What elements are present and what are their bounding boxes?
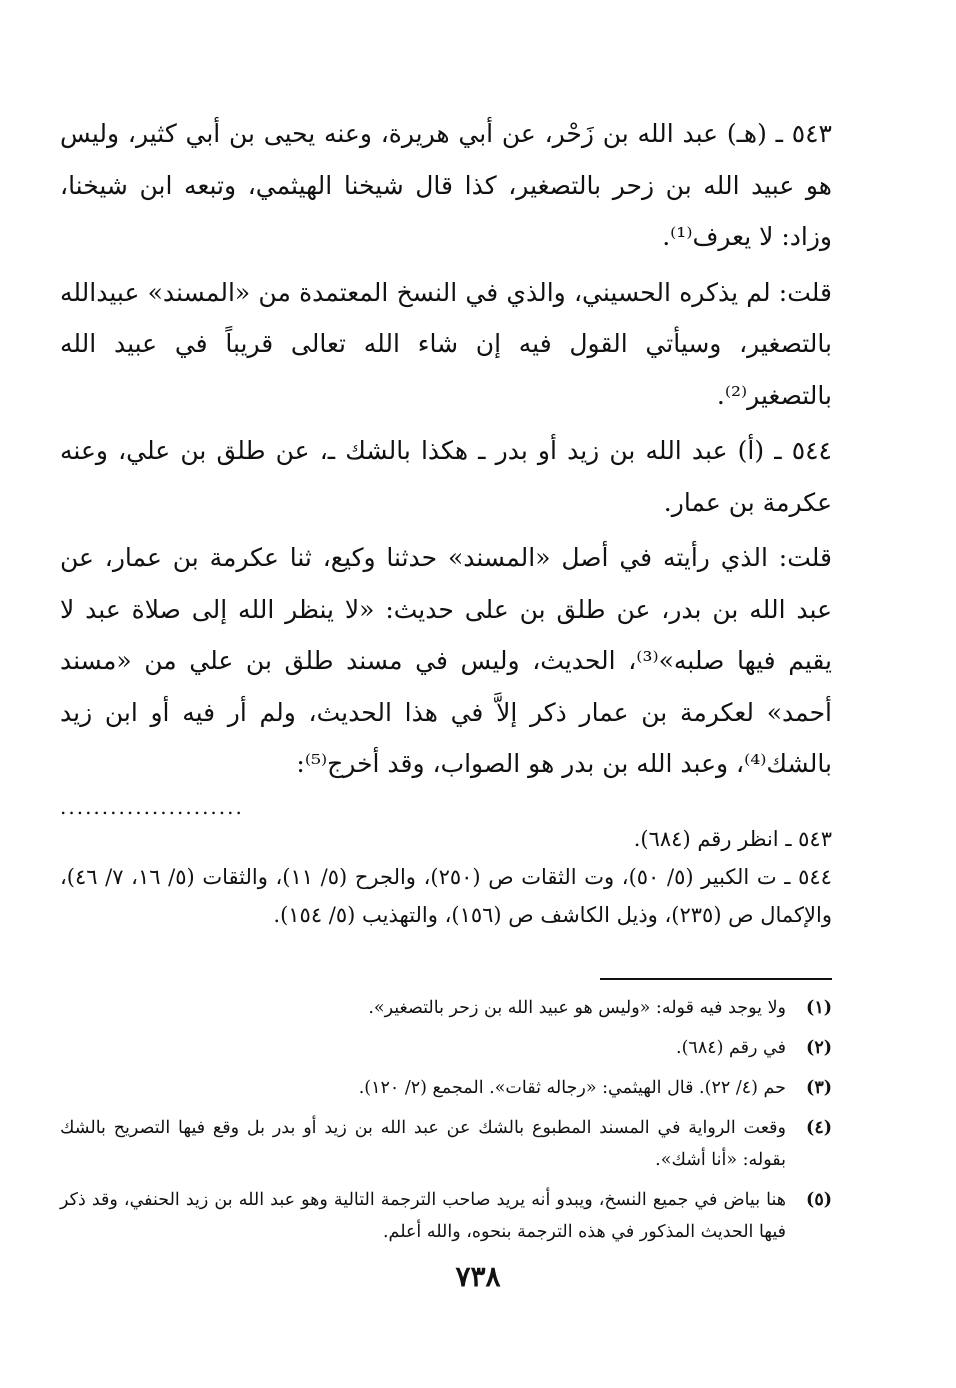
entry-544: ٥٤٤ ـ (أ) عبد الله بن زيد أو بدر ـ هكذا بالشك ـ، عن طلق بن علي، وعنه عكرمة بن عمار. xyxy=(60,436,832,517)
footnote-4 xyxy=(60,1112,832,1176)
footnote-divider xyxy=(600,978,832,980)
footnote-number: (٣) xyxy=(806,1077,832,1098)
footnote-3 xyxy=(60,1072,832,1104)
footnote-1 xyxy=(60,992,832,1024)
footnote-number: (١) xyxy=(806,997,832,1018)
footnote-number: (٤) xyxy=(806,1117,832,1138)
note-543-comment: قلت: لم يذكره الحسيني، والذي في النسخ المعتمدة من «المسند» عبيدالله بالتصغير، وسيأتي القول فيه إن شاء الله تعالى قريباً في عبيد الله بالتصغير⁽²⁾. xyxy=(60,277,832,410)
footnote-text: وقعت الرواية في المسند المطبوع بالشك عن عبد الله بن زيد أو بدر بل وقع فيها التصريح بالشك بقوله: «أنا أشك». xyxy=(60,1117,786,1170)
footnote-number: (٥) xyxy=(806,1189,832,1210)
dotted-separator: ...................... xyxy=(60,794,244,819)
footnote-text: هنا بياض في جميع النسخ، ويبدو أنه يريد صاحب الترجمة التالية وهو عبد الله بن زيد الحنفي، وقد ذكر فيها الحديث المذكور في هذه الترجمة بنحوه، والله أعلم. xyxy=(60,1189,786,1242)
page-body xyxy=(60,108,832,1256)
footnote-2 xyxy=(60,1032,832,1064)
entry-543: ٥٤٣ ـ (هـ) عبد الله بن زَحْر، عن أبي هريرة، وعنه يحيى بن أبي كثير، وليس هو عبيد الله بن زحر بالتصغير، كذا قال شيخنا الهيثمي، وتبعه ابن شيخنا، وزاد: لا يعرف⁽¹⁾. xyxy=(60,119,832,251)
source-543: ٥٤٣ ـ انظر رقم (٦٨٤). xyxy=(633,826,832,851)
footnote-5 xyxy=(60,1184,832,1248)
note-544-comment: قلت: الذي رأيته في أصل «المسند» حدثنا وكيع، ثنا عكرمة بن عمار، عن عبد الله بن بدر، عن طلق بن على حديث: «لا ينظر الله إلى صلاة عبد لا يقيم فيها صلبه»⁽³⁾، الحديث، وليس في مسند طلق بن علي من «مسند أحمد» لعكرمة بن عمار ذكر إلاَّ في هذا الحديث، ولم أر فيه أو ابن زيد بالشك⁽⁴⁾، وعبد الله بن بدر هو الصواب، وقد أخرج⁽⁵⁾: xyxy=(60,543,832,778)
footnote-text: ولا يوجد فيه قوله: «وليس هو عبيد الله بن زحر بالتصغير». xyxy=(368,997,786,1018)
footnote-number: (٢) xyxy=(806,1037,832,1058)
footnote-text: حم (٤/ ٢٢). قال الهيثمي: «رجاله ثقات». المجمع (٢/ ١٢٠). xyxy=(358,1077,786,1098)
source-544: ٥٤٤ ـ ت الكبير (٥/ ٥٠)، وت الثقات ص (٢٥٠)، والجرح (٥/ ١١)، والثقات (٥/ ١٦، ٧/ ٤٦)، والإكمال ص (٢٣٥)، وذيل الكاشف ص (١٥٦)، والتهذيب (٥/ ١٥٤). xyxy=(60,864,832,927)
footnote-text: في رقم (٦٨٤). xyxy=(676,1037,786,1058)
page-number: ٧٣٨ xyxy=(455,1260,501,1293)
